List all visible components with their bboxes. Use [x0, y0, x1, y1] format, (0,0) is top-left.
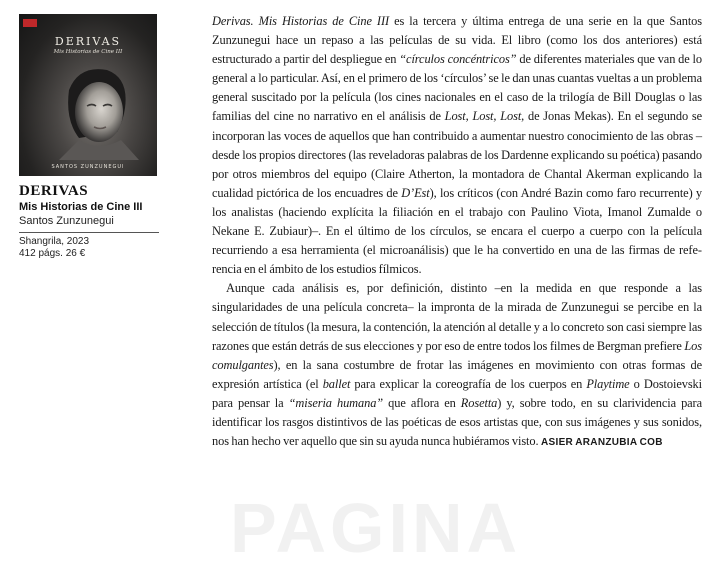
italic-title: D’Est: [401, 185, 430, 200]
text-run: Aunque cada análisis es, por definición, distinto –en la medida en que responde a las singularidades de una película concreta– la impronta de la mirada de Zunzunegui se percibe en la selección de títulos (la mesura, la contención, la atención al detalle y a lo concreto son casi siempre las razones que están detrás de sus elecciones y por eso de entre todos los filmes de Bergman prefiere: [212, 281, 702, 353]
text-run: ), los críticos (con André Bazin como faro recurrente) y los analistas (haciendo explícita la filiación en el trabajo con Paulino Viota, Imanol Zumalde o Nekane E. Zubiaur)–. En el último de los círculos, se encara el cuerpo a cuerpo con la película recurriendo a esa herramienta (el microanálisis) que le ha convertido en una de las firmas de referencia en el ámbito de los estudios fílmicos.: [212, 185, 702, 277]
book-title: DERIVAS: [19, 183, 89, 199]
italic-title: Los comulgantes: [212, 338, 702, 372]
book-pages-price: 412 págs. 26 €: [19, 248, 86, 259]
book-cover: [19, 14, 157, 176]
text-run: ) y, sobre todo, en su clarividencia para identificar los rasgos distintivos de las poéticas de esos artistas que, con sus imágenes y sus sonidos, nos han hecho ver aquello que sin su ayuda nunca hubiéramos visto.: [212, 395, 702, 449]
italic-title: “miseria humana”: [288, 395, 384, 410]
italic-title: Rosetta: [460, 395, 498, 410]
review-paragraph-2: [212, 279, 702, 452]
publisher-logo: [23, 19, 37, 27]
italic-title: ballet: [322, 376, 351, 391]
background-watermark: PAGINA: [230, 489, 522, 567]
italic-title: Lost, Lost, Lost: [444, 109, 522, 124]
book-info: [19, 183, 159, 260]
text-run: , de Jonas Mekas). En el segundo se incorporan las voces de aquellos que han contribuido a aumentar nuestro conocimiento de las obras –desde los propios directores (las reveladoras palabras de los Dardenne explicando su poética) pasando por otros miembros del equipo (Claire Atherton, la montadora de Chantal Akerman explicando la cualidad pictórica de los encuadres de: [212, 109, 703, 200]
review-body: [212, 12, 702, 452]
italic-title: “círculos concéntricos”: [399, 52, 517, 67]
review-paragraph-1: [212, 12, 702, 279]
book-subtitle: Mis Historias de Cine III: [19, 201, 143, 213]
cover-subtitle: Mis Historias de Cine III: [53, 49, 123, 55]
italic-title: Derivas. Mis Historias de Cine III: [212, 14, 389, 28]
text-run: de diferentes materiales que van de lo general a lo particular. Así, en el primero de los ‘círculos’ se le dan unas cuantas vueltas a un problema general suscitado por la película (los cines nacionales en el caso de la trilogía de Bill Douglas o las familias del cine no narrativo en el análisis de: [212, 52, 702, 124]
cover-title: DERIVAS: [54, 35, 122, 48]
text-run: para explicar la coreografía de los cuerpos en: [350, 376, 587, 391]
book-author: Santos Zunzunegui: [19, 214, 159, 233]
text-run: ), en la sana costumbre de frotar las imágenes en movimiento con otras formas de expresión artística (el: [212, 357, 702, 391]
book-publisher-year: Shangrila, 2023: [19, 236, 90, 247]
italic-title: Playtime: [586, 376, 630, 391]
review-signature: ASIER ARANZUBIA COB: [541, 437, 663, 449]
cover-portrait: [39, 60, 149, 160]
text-run: o Dostoievski para pensar la: [212, 376, 702, 410]
cover-author: SANTOS ZUNZUNEGUI: [51, 164, 125, 170]
text-run: que aflora en: [383, 395, 461, 410]
text-run: es la tercera y última entrega de una serie en la que Santos Zunzunegui hace un repaso a las películas de su vida. El libro (como los dos anteriores) está estructurado a partir del despliegue en: [212, 14, 702, 67]
